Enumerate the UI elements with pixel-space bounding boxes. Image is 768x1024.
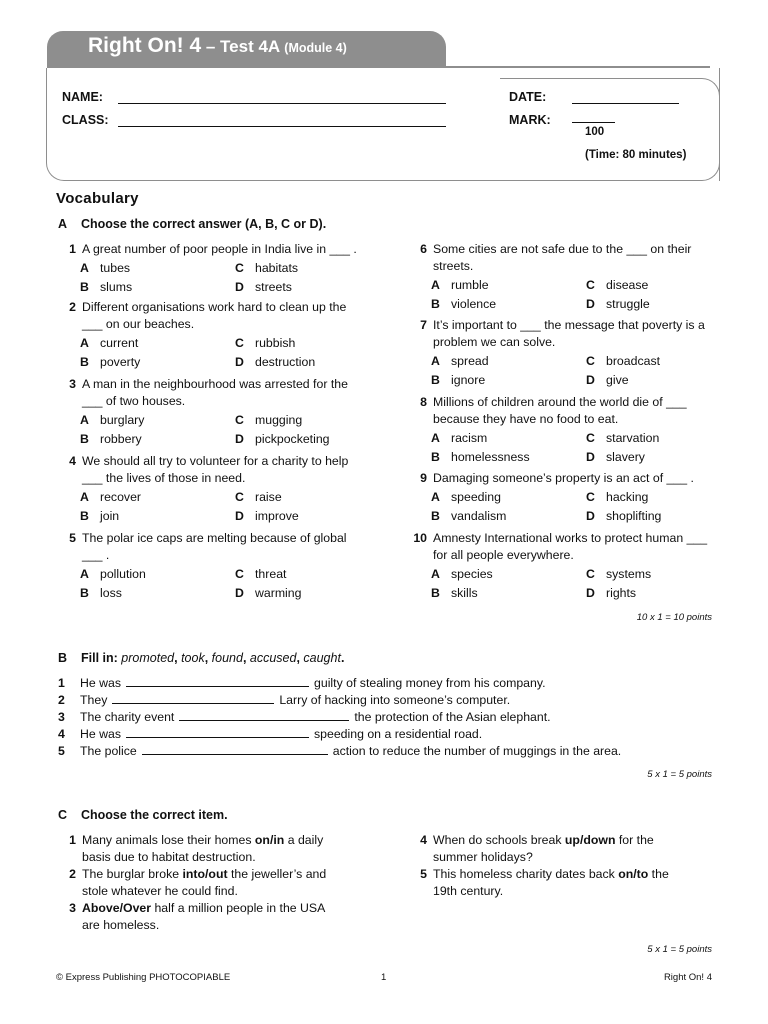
fill-in-item	[58, 727, 482, 741]
option-letter: A	[80, 567, 89, 581]
word-bank-word: accused	[249, 651, 297, 665]
question-number: 7	[420, 318, 427, 332]
question-text: It’s important to ___ the message that poverty is a problem we can solve.	[433, 318, 705, 349]
item-number: 1	[58, 676, 65, 690]
mark-total: 100	[585, 126, 605, 138]
option-letter: A	[431, 431, 440, 445]
option-letter: C	[586, 431, 595, 445]
option-text: warming	[255, 586, 302, 600]
name-field[interactable]	[118, 103, 446, 104]
question-text: A great number of poor people in India live in ___ .	[82, 242, 357, 256]
answer-blank[interactable]	[142, 744, 328, 755]
answer-option-a[interactable]	[431, 354, 489, 368]
answer-option-c[interactable]	[586, 278, 648, 292]
option-text: recover	[100, 490, 142, 504]
option-text: loss	[100, 586, 122, 600]
word-separator: .	[340, 651, 345, 665]
footer-page-number: 1	[381, 972, 387, 983]
item-number: 3	[58, 710, 65, 724]
item-number: 3	[69, 901, 76, 915]
option-letter: D	[586, 297, 595, 311]
answer-option-b[interactable]	[431, 509, 506, 523]
option-text: current	[100, 336, 139, 350]
option-text: habitats	[255, 261, 299, 275]
item-text-before: This homeless charity dates back	[433, 867, 619, 881]
option-text: slavery	[606, 450, 645, 464]
fill-in-item	[58, 744, 621, 758]
option-letter: C	[235, 336, 244, 350]
option-text: homelessness	[451, 450, 530, 464]
item-text-after: the jeweller’s and stole whatever he could find.	[82, 867, 327, 898]
question	[58, 376, 358, 410]
question-text: Different organisations work hard to clean up the ___ on our beaches.	[82, 300, 347, 331]
mark-label: MARK:	[509, 113, 551, 127]
fill-in-item	[58, 693, 510, 707]
item-text-after: guilty of stealing money from his company.	[314, 676, 546, 690]
question	[409, 241, 709, 275]
answer-option-b[interactable]	[431, 450, 530, 464]
item-text-after: half a million people in the USA are homeless.	[82, 901, 325, 932]
choice-options[interactable]: Above/Over	[82, 901, 152, 915]
option-letter: C	[235, 261, 244, 275]
section-title: Vocabulary	[56, 190, 139, 207]
answer-option-c[interactable]	[586, 354, 660, 368]
choice-options[interactable]: on/in	[254, 833, 285, 847]
question-number: 3	[69, 377, 76, 391]
option-letter: A	[431, 354, 440, 368]
item-number: 2	[58, 693, 65, 707]
option-letter: C	[235, 567, 244, 581]
answer-option-b[interactable]	[80, 509, 119, 523]
option-letter: D	[586, 509, 595, 523]
option-text: broadcast	[606, 354, 661, 368]
answer-option-b[interactable]	[431, 586, 478, 600]
item-text-before: Many animals lose their homes	[82, 833, 255, 847]
word-separator: ,	[174, 651, 182, 665]
item-number: 5	[420, 867, 427, 881]
part-a-points: 10 x 1 = 10 points	[636, 612, 712, 623]
choice-options[interactable]: into/out	[182, 867, 228, 881]
question-text: The polar ice caps are melting because of global ___ .	[82, 531, 347, 562]
option-letter: D	[586, 373, 595, 387]
question-text: Some cities are not safe due to the ___ on their streets.	[433, 242, 692, 273]
option-letter: A	[80, 336, 89, 350]
option-text: skills	[451, 586, 478, 600]
option-letter: B	[80, 509, 89, 523]
answer-option-d[interactable]	[235, 355, 315, 369]
option-text: rubbish	[255, 336, 296, 350]
answer-option-d[interactable]	[586, 373, 629, 387]
option-letter: A	[80, 490, 89, 504]
option-text: streets	[255, 280, 292, 294]
answer-option-b[interactable]	[431, 373, 485, 387]
footer-book-title: Right On! 4	[663, 972, 712, 983]
word-bank-word: promoted	[121, 651, 175, 665]
option-letter: A	[431, 278, 440, 292]
item-text-after: action to reduce the number of muggings in the area.	[332, 744, 622, 758]
item-text-before: When do schools break	[433, 833, 565, 847]
option-letter: C	[586, 354, 595, 368]
item-text	[433, 866, 693, 900]
answer-blank[interactable]	[126, 727, 309, 738]
answer-option-c[interactable]	[586, 431, 659, 445]
word-separator: ,	[296, 651, 304, 665]
option-letter: D	[235, 355, 244, 369]
mark-field[interactable]	[572, 122, 615, 123]
answer-option-d[interactable]	[235, 586, 301, 600]
item-text-after: for the summer holidays?	[433, 833, 654, 864]
question-text: A man in the neighbourhood was arrested for the ___ of two houses.	[82, 377, 348, 408]
fill-in-item	[58, 710, 551, 724]
option-letter: B	[431, 373, 440, 387]
question-number: 5	[69, 531, 76, 545]
option-text: starvation	[606, 431, 660, 445]
option-letter: B	[431, 586, 440, 600]
fill-in-item	[58, 676, 545, 690]
option-text: racism	[451, 431, 488, 445]
option-letter: A	[80, 413, 89, 427]
option-letter: A	[80, 261, 89, 275]
option-text: hacking	[606, 490, 649, 504]
option-letter: B	[80, 432, 89, 446]
question	[409, 470, 709, 487]
option-letter: D	[586, 586, 595, 600]
question	[58, 530, 358, 564]
option-text: spread	[451, 354, 489, 368]
question-number: 1	[69, 242, 76, 256]
part-b-instruction: B Fill in: promoted, took, found, accused, caught.	[58, 651, 345, 665]
answer-option-c[interactable]	[586, 567, 651, 581]
option-letter: A	[431, 567, 440, 581]
question-number: 10	[413, 531, 427, 545]
option-text: robbery	[100, 432, 142, 446]
option-letter: C	[586, 278, 595, 292]
option-text: pickpocketing	[255, 432, 330, 446]
option-text: give	[606, 373, 629, 387]
question-text: Damaging someone’s property is an act of ___ .	[433, 471, 694, 485]
answer-option-a[interactable]	[431, 567, 493, 581]
option-text: systems	[606, 567, 652, 581]
item-text-before: He was	[80, 727, 122, 741]
item-text-after: speeding on a residential road.	[314, 727, 483, 741]
answer-option-d[interactable]	[235, 280, 292, 294]
option-letter: C	[235, 413, 244, 427]
answer-option-b[interactable]	[80, 280, 132, 294]
part-c-points: 5 x 1 = 5 points	[647, 944, 712, 955]
option-letter: C	[586, 567, 595, 581]
word-bank-word: took	[181, 651, 205, 665]
answer-option-d[interactable]	[586, 450, 645, 464]
choose-item	[58, 900, 358, 934]
answer-option-c[interactable]	[235, 490, 282, 504]
item-text	[433, 832, 693, 866]
option-text: tubes	[100, 261, 131, 275]
word-bank	[121, 651, 344, 665]
option-text: burglary	[100, 413, 145, 427]
question-number: 8	[420, 395, 427, 409]
answer-option-a[interactable]	[431, 490, 501, 504]
option-letter: B	[431, 450, 440, 464]
answer-option-c[interactable]	[586, 490, 648, 504]
class-field[interactable]	[118, 126, 446, 127]
answer-option-d[interactable]	[586, 509, 661, 523]
item-text	[82, 866, 342, 900]
option-text: threat	[255, 567, 287, 581]
choice-options[interactable]: on/to	[618, 867, 649, 881]
option-text: rights	[606, 586, 637, 600]
answer-option-a[interactable]	[80, 413, 144, 427]
answer-option-a[interactable]	[431, 431, 487, 445]
item-number: 1	[69, 833, 76, 847]
option-letter: A	[431, 490, 440, 504]
item-number: 5	[58, 744, 65, 758]
question-number: 2	[69, 300, 76, 314]
answer-option-c[interactable]	[235, 336, 295, 350]
item-text-before: They	[80, 693, 108, 707]
answer-blank[interactable]	[126, 676, 309, 687]
option-text: speeding	[451, 490, 501, 504]
option-letter: D	[235, 509, 244, 523]
item-number: 2	[69, 867, 76, 881]
answer-option-b[interactable]	[80, 432, 142, 446]
option-text: pollution	[100, 567, 146, 581]
answer-option-b[interactable]	[431, 297, 496, 311]
option-text: ignore	[451, 373, 486, 387]
item-text	[82, 900, 342, 934]
question-number: 6	[420, 242, 427, 256]
time-limit: (Time: 80 minutes)	[585, 149, 687, 161]
part-b-points: 5 x 1 = 5 points	[647, 769, 712, 780]
word-bank-word: found	[211, 651, 243, 665]
option-letter: D	[235, 280, 244, 294]
answer-option-d[interactable]	[586, 297, 650, 311]
question-text: We should all try to volunteer for a charity to help ___ the lives of those in need.	[82, 454, 349, 485]
part-c-instruction: C Choose the correct item.	[58, 808, 228, 822]
answer-blank[interactable]	[179, 710, 349, 721]
option-letter: B	[80, 355, 89, 369]
option-text: struggle	[606, 297, 650, 311]
question	[409, 394, 709, 428]
option-text: disease	[606, 278, 649, 292]
answer-option-c[interactable]	[235, 567, 286, 581]
option-text: destruction	[255, 355, 316, 369]
item-number: 4	[420, 833, 427, 847]
answer-option-a[interactable]	[80, 336, 138, 350]
option-letter: C	[235, 490, 244, 504]
choice-options[interactable]: up/down	[564, 833, 616, 847]
answer-option-d[interactable]	[586, 586, 636, 600]
part-a-instruction: A Choose the correct answer (A, B, C or D).	[58, 217, 327, 231]
question	[58, 241, 358, 258]
choose-item	[409, 866, 709, 900]
item-text-before: The police	[80, 744, 137, 758]
question-number: 4	[69, 454, 76, 468]
option-text: raise	[255, 490, 282, 504]
item-text-after: the 19th century.	[433, 867, 669, 898]
word-bank-word: caught	[303, 651, 341, 665]
choose-item	[58, 866, 358, 900]
option-letter: B	[431, 297, 440, 311]
choose-item	[58, 832, 358, 866]
date-label: DATE:	[509, 90, 547, 104]
option-letter: B	[431, 509, 440, 523]
answer-option-a[interactable]	[80, 261, 130, 275]
option-text: poverty	[100, 355, 141, 369]
option-text: vandalism	[451, 509, 507, 523]
answer-option-d[interactable]	[235, 432, 330, 446]
option-text: slums	[100, 280, 133, 294]
option-letter: B	[80, 280, 89, 294]
question	[409, 317, 709, 351]
item-text-before: The burglar broke	[82, 867, 183, 881]
item-text-after: the protection of the Asian elephant.	[354, 710, 551, 724]
answer-option-a[interactable]	[80, 567, 146, 581]
answer-option-d[interactable]	[235, 509, 299, 523]
option-text: improve	[255, 509, 299, 523]
question-text: Amnesty International works to protect human ___ for all people everywhere.	[433, 531, 708, 562]
option-letter: D	[586, 450, 595, 464]
item-text-before: He was	[80, 676, 122, 690]
name-label: NAME:	[62, 90, 103, 104]
answer-option-a[interactable]	[80, 490, 141, 504]
choose-item	[409, 832, 709, 866]
option-letter: D	[235, 432, 244, 446]
test-title: Right On! 4 – Test 4A (Module 4)	[88, 34, 347, 57]
answer-option-a[interactable]	[431, 278, 489, 292]
answer-option-b[interactable]	[80, 355, 140, 369]
item-text-after: a daily basis due to habitat destruction.	[82, 833, 324, 864]
word-separator: ,	[204, 651, 212, 665]
date-field[interactable]	[572, 103, 679, 104]
option-text: mugging	[255, 413, 303, 427]
answer-option-c[interactable]	[235, 413, 302, 427]
question-number: 9	[420, 471, 427, 485]
question	[58, 299, 358, 333]
item-number: 4	[58, 727, 65, 741]
option-text: join	[100, 509, 120, 523]
option-letter: C	[586, 490, 595, 504]
option-text: rumble	[451, 278, 489, 292]
word-separator: ,	[242, 651, 250, 665]
option-letter: B	[80, 586, 89, 600]
item-text-after: Larry of hacking into someone’s computer.	[279, 693, 511, 707]
option-letter: D	[235, 586, 244, 600]
question	[409, 530, 709, 564]
option-text: shoplifting	[606, 509, 662, 523]
question-text: Millions of children around the world die of ___ because they have no food to eat.	[433, 395, 687, 426]
option-text: species	[451, 567, 493, 581]
item-text-before: The charity event	[80, 710, 175, 724]
class-label: CLASS:	[62, 113, 109, 127]
option-text: violence	[451, 297, 497, 311]
answer-option-b[interactable]	[80, 586, 122, 600]
footer-copyright: © Express Publishing PHOTOCOPIABLE	[56, 972, 231, 983]
question	[58, 453, 358, 487]
answer-option-c[interactable]	[235, 261, 298, 275]
answer-blank[interactable]	[112, 693, 274, 704]
item-text	[82, 832, 342, 866]
